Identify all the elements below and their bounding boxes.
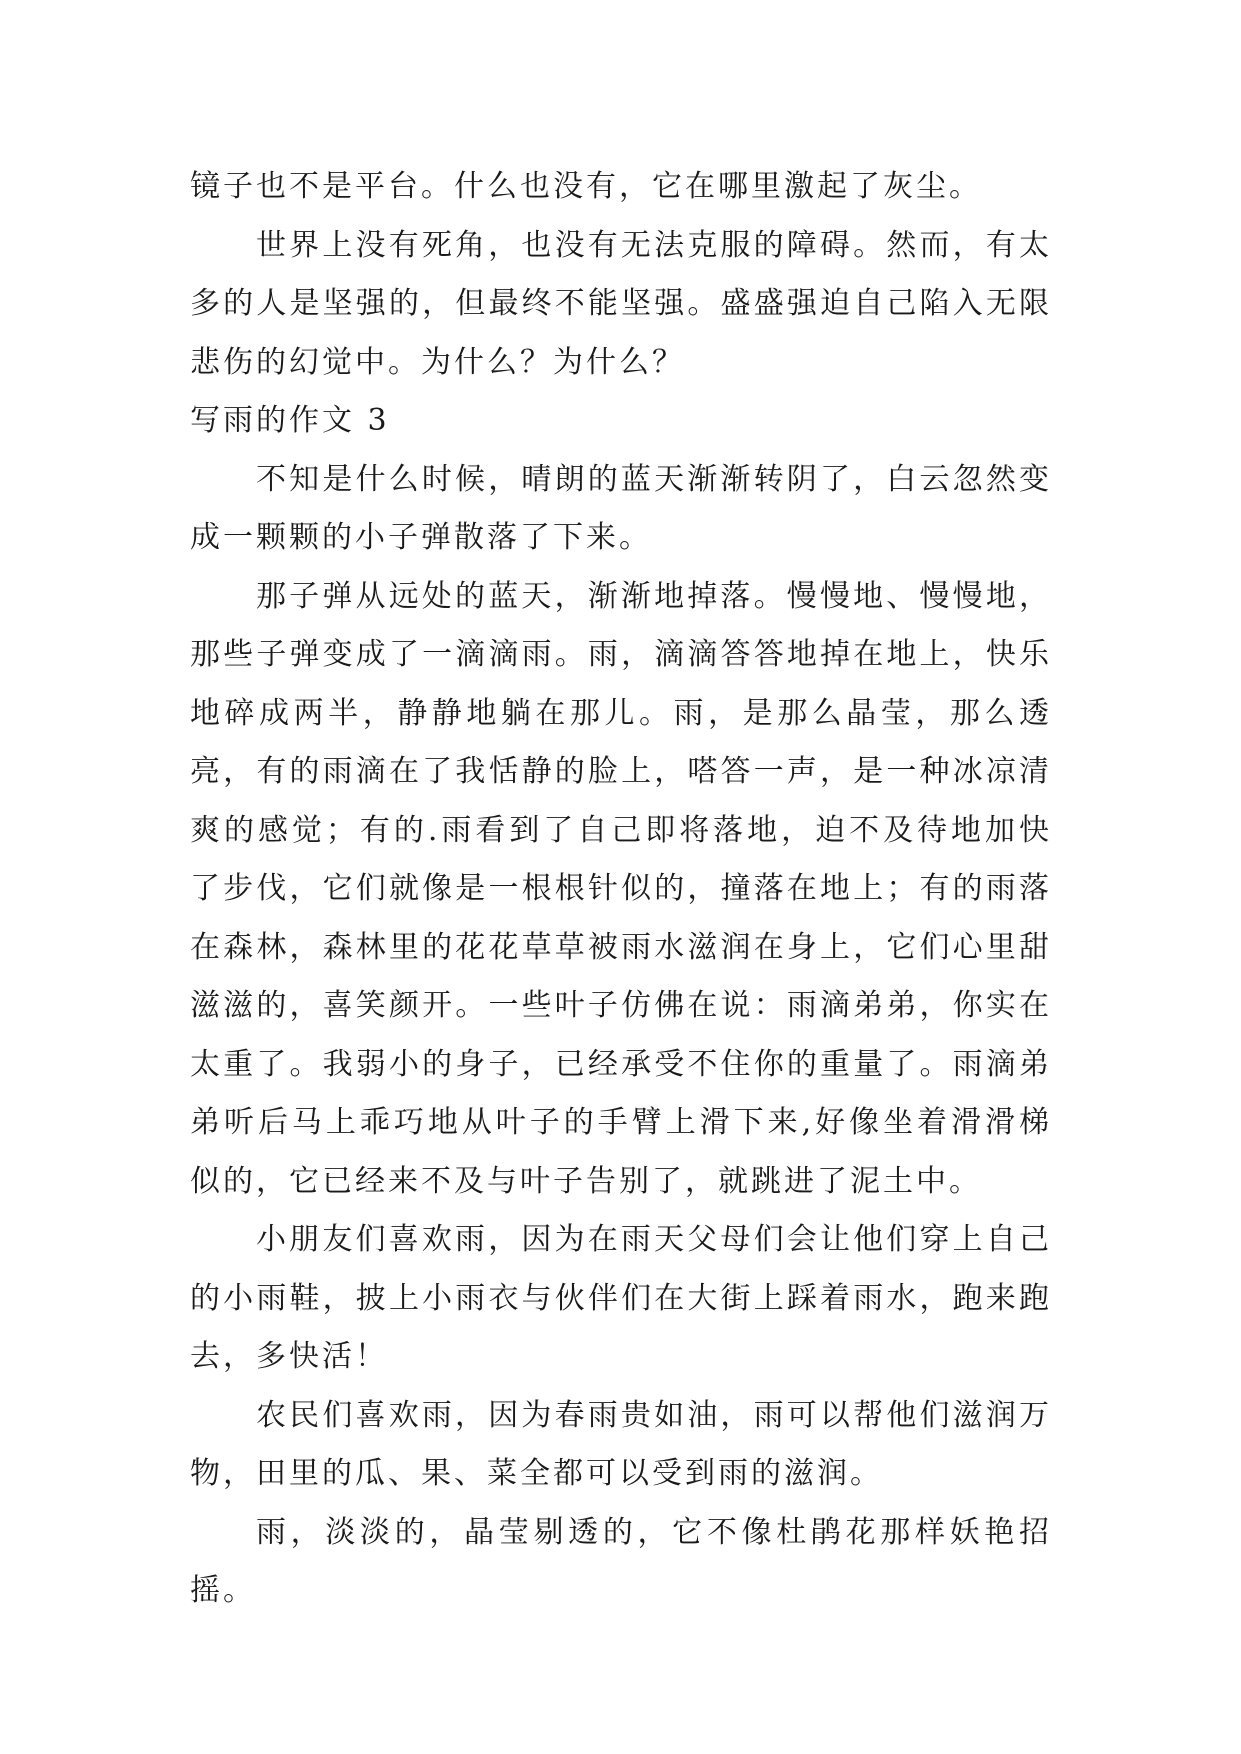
- paragraph: 雨，淡淡的，晶莹剔透的，它不像杜鹃花那样妖艳招摇。: [190, 1514, 1052, 1608]
- section-heading: 写雨的作文 3: [190, 403, 390, 438]
- paragraph: 农民们喜欢雨，因为春雨贵如油，雨可以帮他们滋润万物，田里的瓜、果、菜全都可以受到雨的滋润。: [190, 1397, 1052, 1491]
- document-body: [190, 158, 1052, 1621]
- paragraph: 镜子也不是平台。什么也没有，它在哪里激起了灰尘。: [190, 169, 982, 204]
- paragraph: 世界上没有死角，也没有无法克服的障碍。然而，有太多的人是坚强的，但最终不能坚强。盛盛强迫自己陷入无限悲伤的幻觉中。为什么？为什么？: [190, 227, 1052, 380]
- paragraph: 小朋友们喜欢雨，因为在雨天父母们会让他们穿上自己的小雨鞋，披上小雨衣与伙伴们在大街上踩着雨水，跑来跑去，多快活！: [190, 1222, 1052, 1374]
- paragraph: 那子弹从远处的蓝天，渐渐地掉落。慢慢地、慢慢地，那些子弹变成了一滴滴雨。雨，滴滴答答地掉在地上，快乐地碎成两半，静静地躺在那儿。雨，是那么晶莹，那么透亮，有的雨滴在了我恬静的脸上，嗒答一声，是一种冰凉清爽的感觉；有的.雨看到了自己即将落地，迫不及待地加快了步伐，它们就像是一根根针似的，撞落在地上；有的雨落在森林，森林里的花花草草被雨水滋润在身上，它们心里甜滋滋的，喜笑颜开。一些叶子仿佛在说：雨滴弟弟，你实在太重了。我弱小的身子，已经承受不住你的重量了。雨滴弟弟听后马上乖巧地从叶子的手臂上滑下来,好像坐着滑滑梯似的，它已经来不及与叶子告别了，就跳进了泥土中。: [190, 578, 1052, 1199]
- paragraph: 不知是什么时候，晴朗的蓝天渐渐转阴了，白云忽然变成一颗颗的小子弹散落了下来。: [190, 461, 1052, 555]
